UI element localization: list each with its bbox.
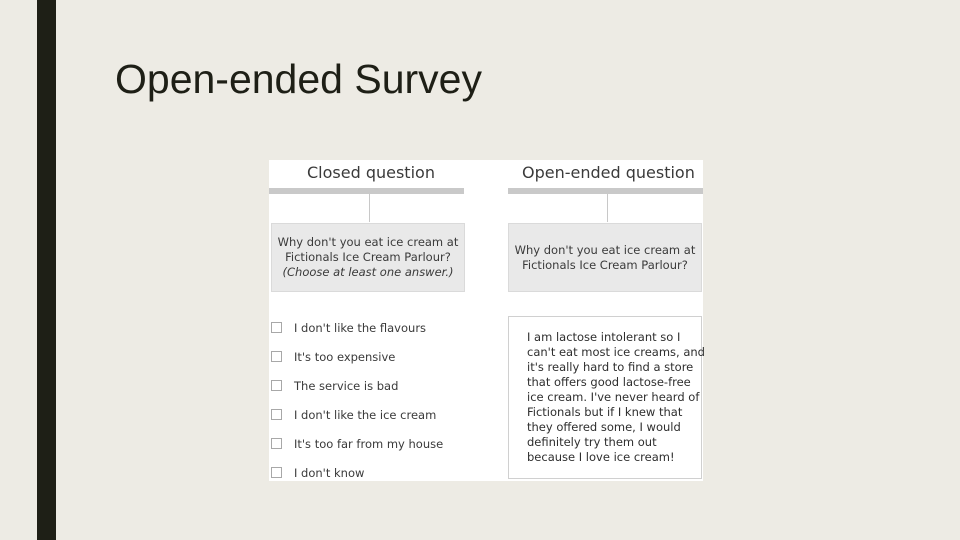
checkbox[interactable] [271, 409, 282, 420]
open-question-line: Fictionals Ice Cream Parlour? [522, 257, 688, 272]
checkbox[interactable] [271, 467, 282, 478]
open-question-heading: Open-ended question [522, 163, 695, 182]
closed-question-box [271, 223, 465, 292]
checkbox[interactable] [271, 380, 282, 391]
open-answer-box[interactable] [508, 316, 705, 479]
option-label: The service is bad [294, 378, 399, 393]
closed-question-line: Fictionals Ice Cream Parlour? [285, 250, 451, 264]
closed-options-list [271, 313, 471, 487]
left-accent-bar [37, 0, 56, 540]
closed-heading-rule [269, 188, 464, 194]
option-label: I don't like the flavours [294, 320, 427, 335]
option-label: I don't like the ice cream [294, 407, 437, 422]
closed-divider-stub [369, 194, 370, 222]
closed-question-heading: Closed question [307, 163, 435, 182]
checkbox[interactable] [271, 438, 282, 449]
open-heading-rule [508, 188, 703, 194]
option-label: It's too expensive [294, 349, 396, 364]
answer-line: can't eat most ice creams, and [527, 345, 705, 359]
answer-line: ice cream. I've never heard of [527, 390, 700, 404]
answer-line: definitely try them out [527, 435, 657, 449]
option-item[interactable] [271, 458, 471, 487]
option-item[interactable] [271, 371, 471, 400]
open-question-box [508, 223, 702, 292]
answer-line: I am lactose intolerant so I [527, 330, 681, 344]
survey-comparison-figure [269, 160, 703, 481]
option-item[interactable] [271, 400, 471, 429]
checkbox[interactable] [271, 351, 282, 362]
closed-question-note: (Choose at least one answer.) [282, 265, 454, 279]
closed-question-line: Why don't you eat ice cream at [277, 235, 459, 249]
open-question-line: Why don't you eat ice cream at [514, 242, 696, 257]
option-item[interactable] [271, 313, 471, 342]
slide-title: Open-ended Survey [115, 56, 482, 102]
option-label: It's too far from my house [294, 436, 444, 451]
answer-line: it's really hard to find a store [527, 360, 694, 374]
option-label: I don't know [294, 465, 365, 480]
option-item[interactable] [271, 429, 471, 458]
checkbox[interactable] [271, 322, 282, 333]
answer-line: because I love ice cream! [527, 450, 675, 464]
option-item[interactable] [271, 342, 471, 371]
answer-line: that offers good lactose-free [527, 375, 691, 389]
answer-line: they offered some, I would [527, 420, 681, 434]
open-divider-stub [607, 194, 608, 222]
answer-line: Fictionals but if I knew that [527, 405, 683, 419]
